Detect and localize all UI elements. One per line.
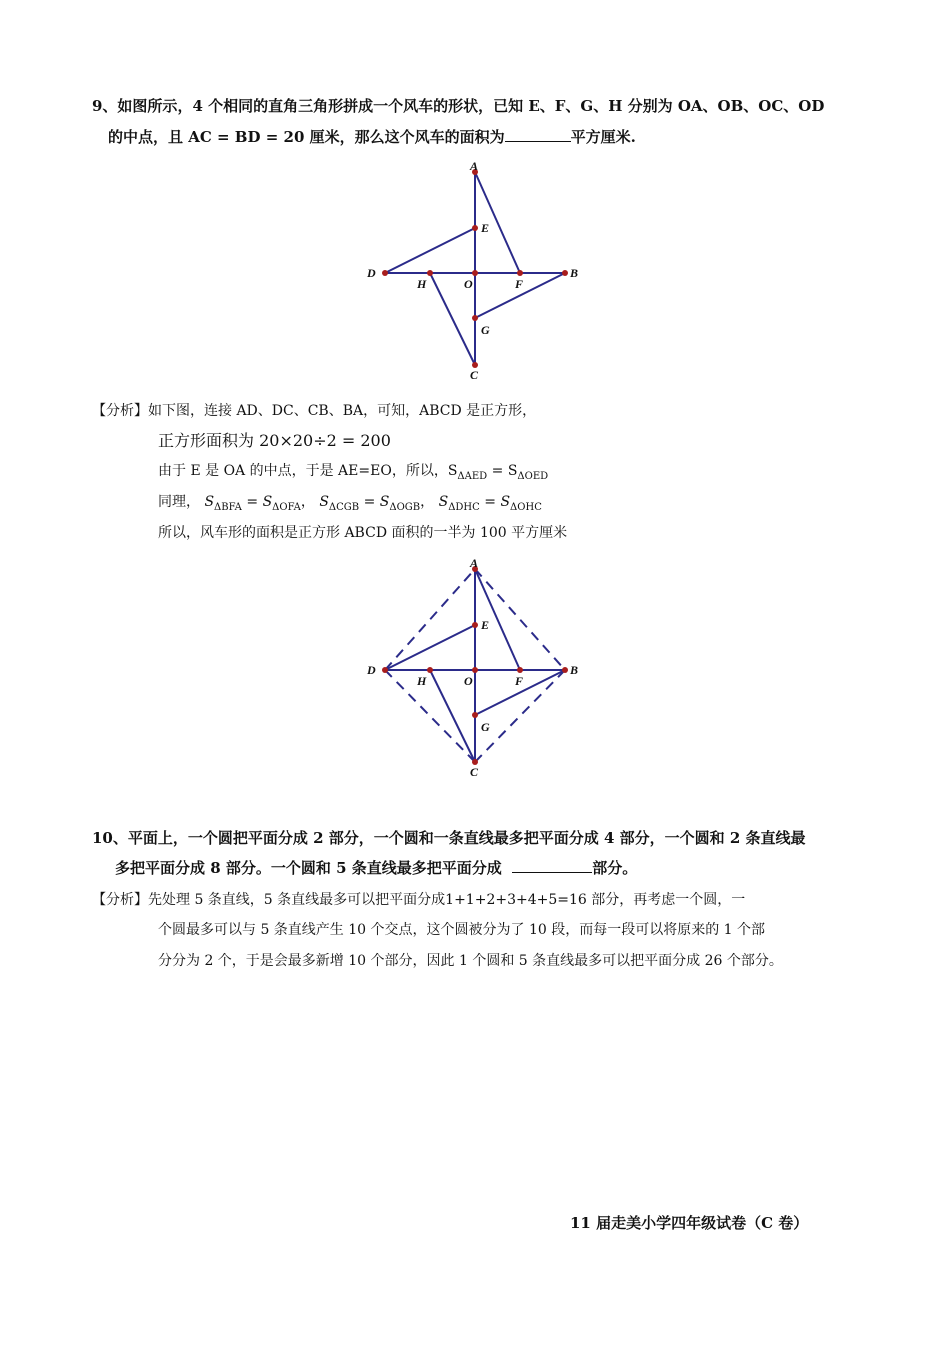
a9-line4: 同理， $S_{\Delta BFA} = S_{\Delta OFA}$， $S_{\Delta CGB} = S_{\Delta OGB}$， $S_{\Delta DHC} = S_{\Delta OHC}$ bbox=[158, 494, 542, 513]
analysis-tag: 【分析】 bbox=[92, 892, 148, 908]
label-e: E bbox=[481, 221, 490, 235]
a10-line3: 分分为 2 个，于是会最多新增 10 个部分，因此 1 个圆和 5 条直线最多可以把平面分成 26 个部分。 bbox=[158, 953, 783, 969]
q9-line1: 9、如图所示，4 个相同的直角三角形拼成一个风车的形状，已知 E、F、G、H 分别为 OA、OB、OC、OD bbox=[92, 97, 825, 115]
q9-line2-unit: 平方厘米. bbox=[570, 128, 636, 146]
a10-line2: 个圆最多可以与 5 条直线产生 10 个交点，这个圆被分为了 10 段，而每一段可以将原来的 1 个部 bbox=[158, 922, 766, 938]
label-g: G bbox=[481, 323, 490, 337]
segment-de bbox=[385, 625, 475, 670]
label-c: C bbox=[470, 368, 479, 382]
a9-line3: 由于 E 是 OA 的中点，于是 AE=EO，所以，$S_{\Delta AED} = S_{\Delta OED}$ bbox=[158, 463, 549, 482]
dashed-cd bbox=[385, 670, 475, 762]
label-o: O bbox=[464, 674, 473, 688]
label-d: D bbox=[367, 663, 376, 677]
label-e: E bbox=[481, 618, 490, 632]
answer-blank bbox=[505, 127, 571, 142]
label-c: C bbox=[470, 765, 479, 779]
windmill-square-figure bbox=[360, 557, 590, 782]
a10-line1: 【分析】先处理 5 条直线，5 条直线最多可以把平面分成1+1+2+3+4+5=16 部分，再考虑一个圆，一 bbox=[92, 892, 746, 908]
q10-line2: 多把平面分成 8 部分。一个圆和 5 条直线最多把平面分成 部分。 bbox=[115, 859, 638, 877]
label-b: B bbox=[570, 663, 579, 677]
label-g: G bbox=[481, 720, 490, 734]
a9-line1: 【分析】如下图，连接 AD、DC、CB、BA，可知，ABCD 是正方形， bbox=[92, 403, 537, 419]
label-h: H bbox=[417, 674, 427, 688]
label-b: B bbox=[570, 266, 579, 280]
dashed-da bbox=[385, 569, 475, 670]
label-a: A bbox=[470, 160, 479, 173]
page-footer: 11 届走美小学四年级试卷（C 卷） bbox=[570, 1214, 809, 1232]
q10-line1: 10、平面上，一个圆把平面分成 2 部分，一个圆和一条直线最多把平面分成 4 部分，一个圆和 2 条直线最 bbox=[92, 829, 806, 847]
a9-line5: 所以，风车形的面积是正方形 ABCD 面积的一半为 100 平方厘米 bbox=[158, 525, 568, 541]
segment-de bbox=[385, 228, 475, 273]
q9-line2-text: 的中点，且 AC = BD = 20 厘米，那么这个风车的面积为 bbox=[108, 128, 505, 146]
label-d: D bbox=[367, 266, 376, 280]
label-h: H bbox=[417, 277, 427, 291]
a9-line2: 正方形面积为 20×20÷2 = 200 bbox=[158, 431, 391, 450]
label-f: F bbox=[515, 277, 524, 291]
label-f: F bbox=[515, 674, 524, 688]
answer-blank bbox=[512, 858, 592, 873]
analysis-tag: 【分析】 bbox=[92, 403, 148, 419]
windmill-figure bbox=[360, 160, 590, 385]
q9-line2 bbox=[108, 126, 636, 148]
label-o: O bbox=[464, 277, 473, 291]
label-a: A bbox=[470, 557, 479, 570]
